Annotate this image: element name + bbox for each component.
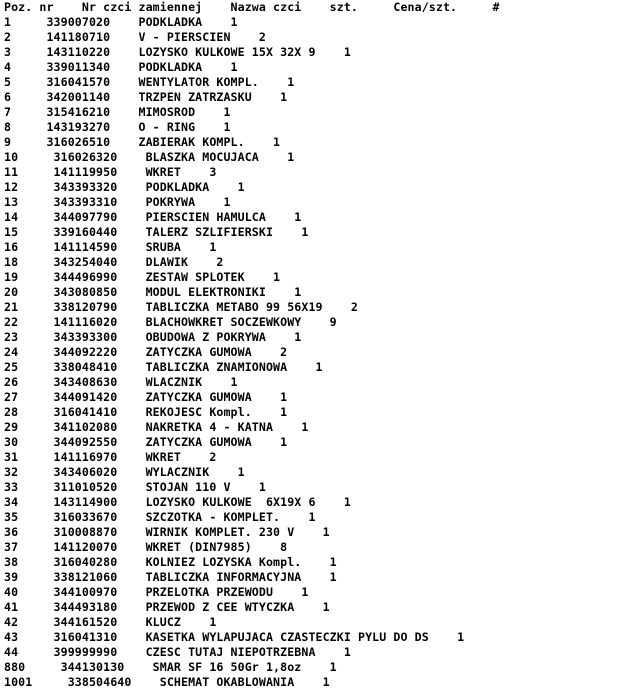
column-header: Poz. nr Nr czci zamiennej Nazwa czci szt. Cena/szt. #	[4, 0, 500, 14]
part-row: 5 316041570 WENTYLATOR KOMPL. 1	[4, 75, 295, 89]
part-row: 18 343254040 DLAWIK 2	[4, 255, 224, 269]
part-row: 9 316026510 ZABIERAK KOMPL. 1	[4, 135, 281, 149]
part-row: 44 399999990 CZESC TUTAJ NIEPOTRZEBNA 1	[4, 645, 351, 659]
parts-list-document	[4, 0, 634, 690]
part-row: 43 316041310 KASETKA WYLAPUJACA CZASTECZKI PYLU DO DS 1	[4, 630, 465, 644]
parts-rows	[4, 15, 634, 690]
part-row: 37 141120070 WKRET (DIN7985) 8	[4, 540, 288, 554]
part-row: 30 344092550 ZATYCZKA GUMOWA 1	[4, 435, 288, 449]
part-row: 14 344097790 PIERSCIEN HAMULCA 1	[4, 210, 302, 224]
part-row: 20 343080850 MODUL ELEKTRONIKI 1	[4, 285, 302, 299]
part-row: 34 143114900 LOZYSKO KULKOWE 6X19X 6 1	[4, 495, 351, 509]
part-row: 32 343406020 WYLACZNIK 1	[4, 465, 245, 479]
part-row: 42 344161520 KLUCZ 1	[4, 615, 217, 629]
part-row: 13 343393310 POKRYWA 1	[4, 195, 231, 209]
part-row: 1001 338504640 SCHEMAT OKABLOWANIA 1	[4, 675, 330, 689]
part-row: 12 343393320 PODKLADKA 1	[4, 180, 245, 194]
part-row: 31 141116970 WKRET 2	[4, 450, 217, 464]
part-row: 19 344496990 ZESTAW SPLOTEK 1	[4, 270, 281, 284]
part-row: 40 344100970 PRZELOTKA PRZEWODU 1	[4, 585, 309, 599]
part-row: 41 344493180 PRZEWOD Z CEE WTYCZKA 1	[4, 600, 330, 614]
part-row: 24 344092220 ZATYCZKA GUMOWA 2	[4, 345, 288, 359]
part-row: 39 338121060 TABLICZKA INFORMACYJNA 1	[4, 570, 337, 584]
part-row: 8 143193270 O - RING 1	[4, 120, 231, 134]
part-row: 1 339007020 PODKLADKA 1	[4, 15, 238, 29]
part-row: 2 141180710 V - PIERSCIEN 2	[4, 30, 266, 44]
part-row: 28 316041410 REKOJESC Kompl. 1	[4, 405, 288, 419]
part-row: 3 143110220 LOZYSKO KULKOWE 15X 32X 9 1	[4, 45, 351, 59]
part-row: 880 344130130 SMAR SF 16 50Gr 1,8oz 1	[4, 660, 337, 674]
part-row: 7 315416210 MIMOSROD 1	[4, 105, 231, 119]
part-row: 21 338120790 TABLICZKA METABO 99 56X19 2	[4, 300, 359, 314]
part-row: 4 339011340 PODKLADKA 1	[4, 60, 238, 74]
part-row: 10 316026320 BLASZKA MOCUJACA 1	[4, 150, 295, 164]
part-row: 11 141119950 WKRET 3	[4, 165, 217, 179]
part-row: 27 344091420 ZATYCZKA GUMOWA 1	[4, 390, 288, 404]
part-row: 38 316040280 KOLNIEZ LOZYSKA Kompl. 1	[4, 555, 337, 569]
part-row: 35 316033670 SZCZOTKA - KOMPLET. 1	[4, 510, 316, 524]
part-row: 33 311010520 STOJAN 110 V 1	[4, 480, 266, 494]
part-row: 25 338048410 TABLICZKA ZNAMIONOWA 1	[4, 360, 323, 374]
part-row: 36 310008870 WIRNIK KOMPLET. 230 V 1	[4, 525, 330, 539]
part-row: 16 141114590 SRUBA 1	[4, 240, 217, 254]
part-row: 15 339160440 TALERZ SZLIFIERSKI 1	[4, 225, 309, 239]
part-row: 22 141116020 BLACHOWKRET SOCZEWKOWY 9	[4, 315, 337, 329]
part-row: 26 343408630 WLACZNIK 1	[4, 375, 238, 389]
part-row: 29 341102080 NAKRETKA 4 - KATNA 1	[4, 420, 309, 434]
part-row: 6 342001140 TRZPEN ZATRZASKU 1	[4, 90, 288, 104]
part-row: 23 343393300 OBUDOWA Z POKRYWA 1	[4, 330, 302, 344]
